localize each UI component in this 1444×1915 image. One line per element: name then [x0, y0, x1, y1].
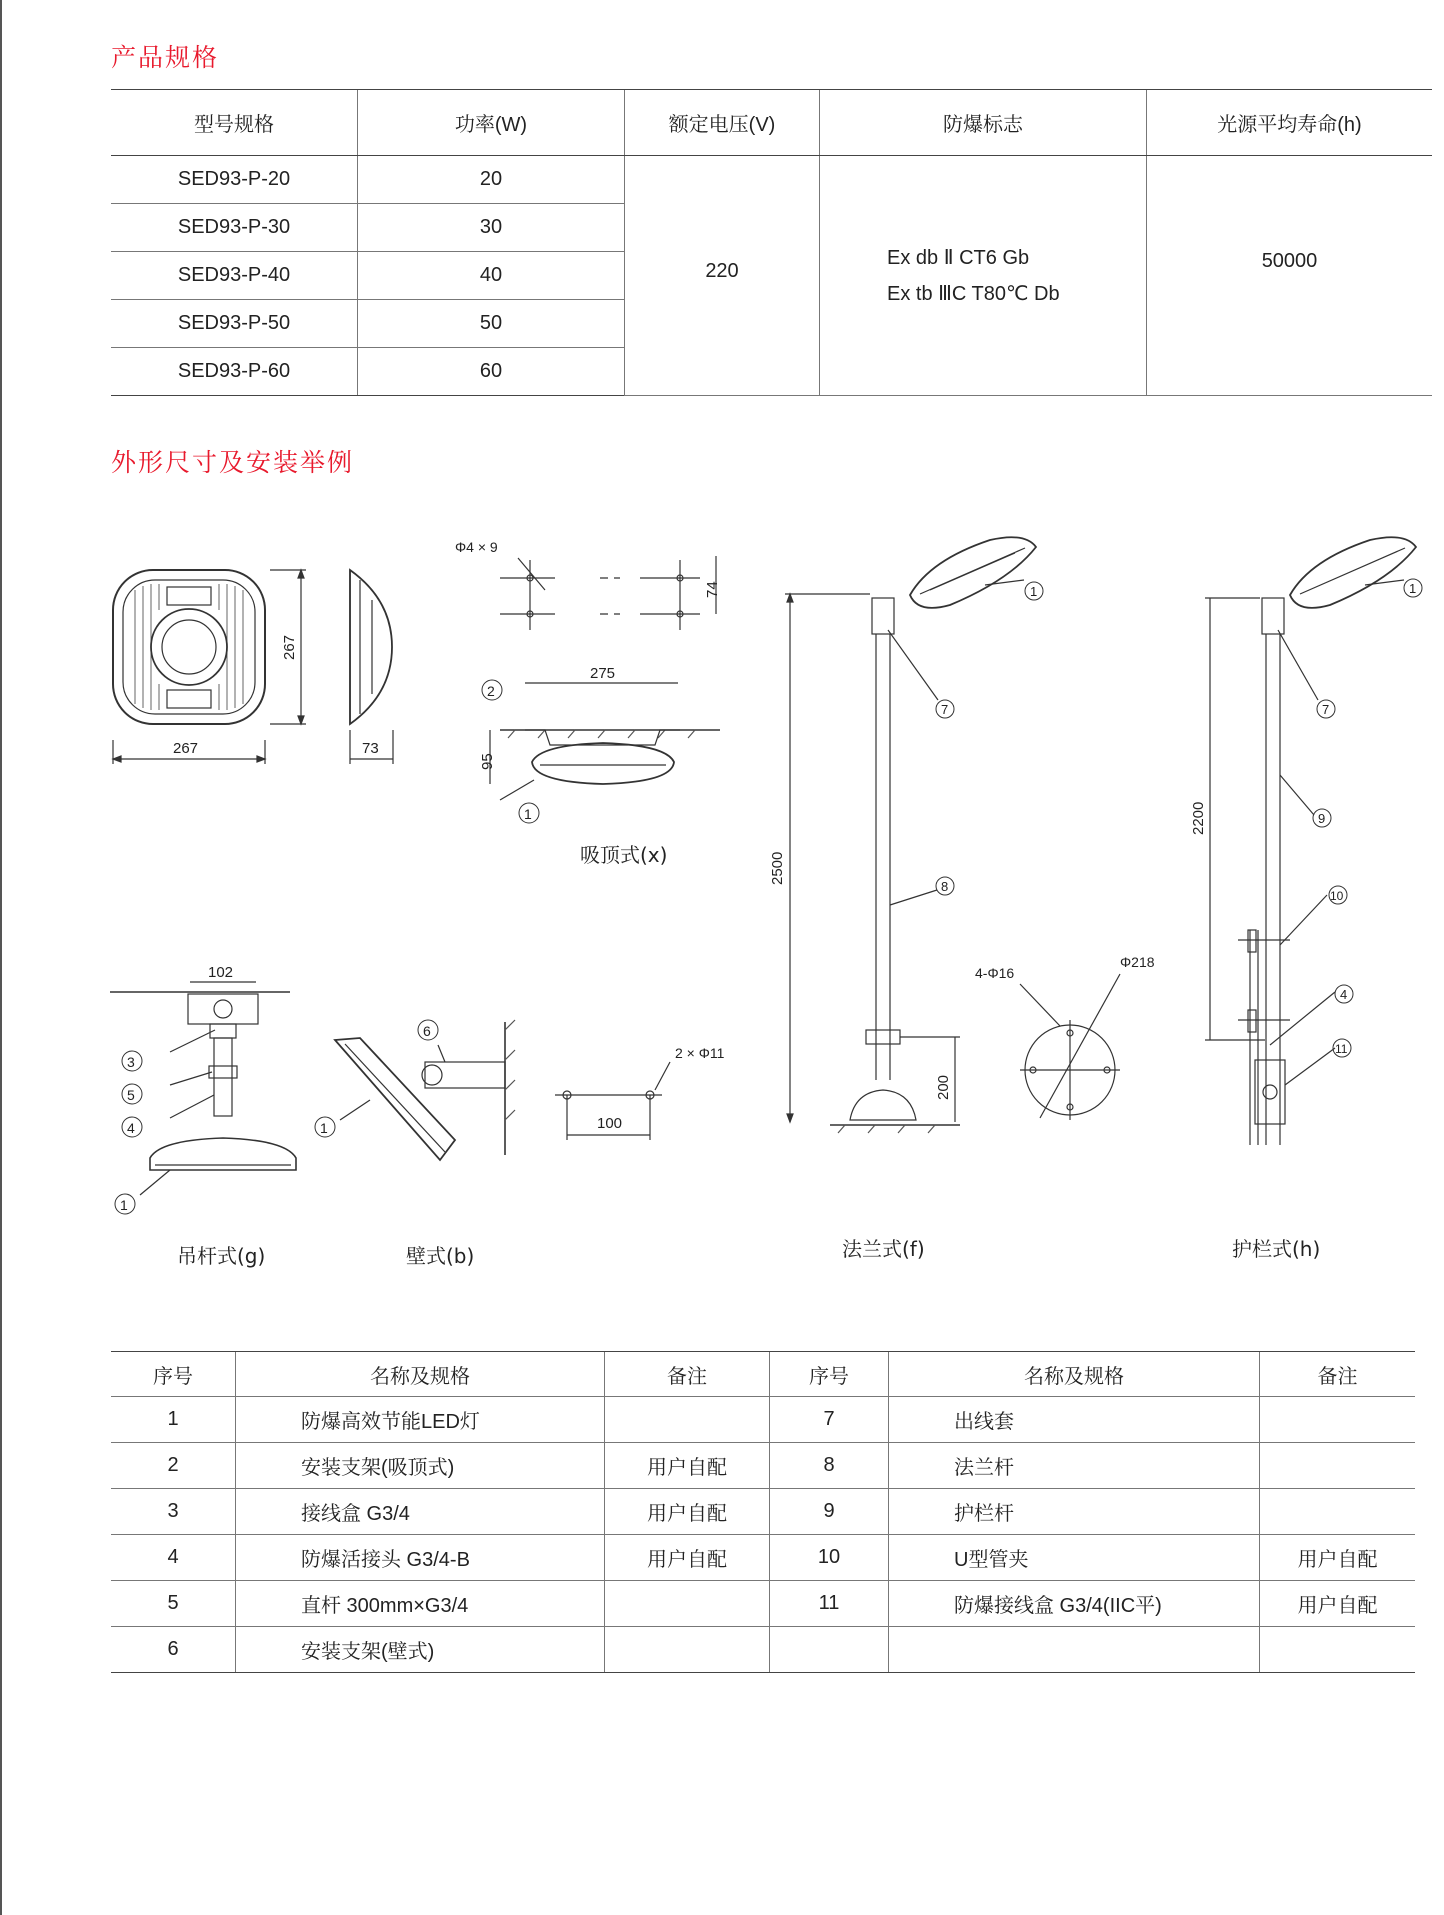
spec-header-power: 功率(W) — [358, 90, 625, 156]
callout-9: 9 — [1318, 811, 1326, 826]
part-note — [605, 1581, 770, 1627]
spec-model: SED93-P-20 — [111, 156, 358, 204]
part-no: 7 — [770, 1397, 889, 1443]
lamp-front-view — [113, 570, 265, 724]
spec-section-title: 产品规格 — [111, 43, 220, 72]
parts-header-name: 名称及规格 — [236, 1352, 605, 1397]
spec-model: SED93-P-30 — [111, 204, 358, 252]
spec-life: 50000 — [1147, 156, 1433, 396]
part-name: 安装支架(壁式) — [236, 1627, 605, 1673]
parts-row — [111, 1535, 1415, 1581]
part-name: 直杆 300mm×G3/4 — [236, 1581, 605, 1627]
parts-header-no: 序号 — [770, 1352, 889, 1397]
callout-7: 7 — [941, 702, 949, 717]
parts-header-row — [111, 1352, 1415, 1397]
part-no — [770, 1627, 889, 1673]
flange-pole-view — [769, 537, 1036, 1133]
part-name: 接线盒 G3/4 — [236, 1489, 605, 1535]
callout-5: 5 — [127, 1087, 135, 1103]
part-name: 防爆接线盒 G3/4(IIC平) — [889, 1581, 1260, 1627]
part-no: 11 — [770, 1581, 889, 1627]
parts-header-no: 序号 — [111, 1352, 236, 1397]
spec-model: SED93-P-50 — [111, 300, 358, 348]
part-name: U型管夹 — [889, 1535, 1260, 1581]
parts-row — [111, 1397, 1415, 1443]
part-name: 护栏杆 — [889, 1489, 1260, 1535]
spec-power: 50 — [358, 300, 625, 348]
part-no: 9 — [770, 1489, 889, 1535]
caption-pendant: 吊杆式(g) — [177, 1244, 266, 1268]
part-name — [889, 1627, 1260, 1673]
caption-flange: 法兰式(f) — [842, 1237, 925, 1261]
install-section-title: 外形尺寸及安装举例 — [111, 448, 355, 477]
flange-plate-view — [975, 954, 1155, 1120]
part-note: 用户自配 — [1260, 1535, 1416, 1581]
spec-voltage: 220 — [625, 156, 820, 396]
dim-73 — [350, 730, 393, 764]
callouts — [115, 579, 1422, 1214]
spec-header-life: 光源平均寿命(h) — [1147, 90, 1433, 156]
ceiling-hole-pattern — [455, 539, 721, 630]
parts-row — [111, 1443, 1415, 1489]
part-note — [1260, 1627, 1416, 1673]
callout-10: 10 — [1330, 889, 1344, 903]
lamp-side-view — [350, 570, 392, 724]
part-no: 1 — [111, 1397, 236, 1443]
callout-1: 1 — [524, 806, 532, 822]
part-note: 用户自配 — [605, 1443, 770, 1489]
spec-header-model: 型号规格 — [111, 90, 358, 156]
dim-hole-label: Φ4 × 9 — [455, 539, 498, 555]
part-note — [605, 1627, 770, 1673]
part-name: 出线套 — [889, 1397, 1260, 1443]
part-no: 8 — [770, 1443, 889, 1489]
wall-hole-pattern — [555, 1045, 725, 1140]
dim-100-label: 100 — [597, 1115, 623, 1132]
dim-218-label: Φ218 — [1120, 954, 1155, 970]
part-note — [605, 1397, 770, 1443]
caption-wall: 壁式(b) — [406, 1244, 475, 1268]
dim-200-label: 200 — [935, 1074, 952, 1100]
dim-73-label: 73 — [362, 740, 379, 757]
caption-rail: 护栏式(h) — [1232, 1237, 1321, 1261]
spec-power: 60 — [358, 348, 625, 396]
parts-table — [111, 1351, 1415, 1673]
part-no: 5 — [111, 1581, 236, 1627]
callout-1: 1 — [1409, 581, 1417, 596]
part-name: 防爆高效节能LED灯 — [236, 1397, 605, 1443]
callout-11: 11 — [1335, 1042, 1348, 1056]
wall-mount-view — [335, 1020, 515, 1160]
callout-7: 7 — [1322, 702, 1330, 717]
callout-1: 1 — [1030, 584, 1038, 599]
callout-6: 6 — [423, 1023, 431, 1039]
parts-header-name: 名称及规格 — [889, 1352, 1260, 1397]
part-no: 6 — [111, 1627, 236, 1673]
part-name: 安装支架(吸顶式) — [236, 1443, 605, 1489]
part-note: 用户自配 — [1260, 1581, 1416, 1627]
part-name: 防爆活接头 G3/4-B — [236, 1535, 605, 1581]
spec-header-voltage: 额定电压(V) — [625, 90, 820, 156]
part-note: 用户自配 — [605, 1489, 770, 1535]
parts-row — [111, 1627, 1415, 1673]
ceiling-mount-view — [479, 665, 720, 800]
spec-model: SED93-P-60 — [111, 348, 358, 396]
dim-102-label: 102 — [208, 964, 234, 981]
dim-267-h-label: 267 — [281, 634, 298, 660]
dim-74-label: 74 — [704, 581, 721, 598]
dim-holes4-label: 4-Φ16 — [975, 965, 1015, 981]
dim-95-label: 95 — [479, 753, 496, 770]
callout-1: 1 — [120, 1197, 128, 1213]
callout-1: 1 — [320, 1120, 328, 1136]
spec-power: 40 — [358, 252, 625, 300]
spec-ex-mark-dust: Ex tb ⅢC T80℃ Db — [887, 282, 1060, 305]
guardrail-pole-view — [1190, 537, 1416, 1145]
dim-275-label: 275 — [590, 665, 616, 682]
callout-8: 8 — [941, 879, 949, 894]
dim-2500-label: 2500 — [769, 851, 786, 885]
part-note: 用户自配 — [605, 1535, 770, 1581]
part-note — [1260, 1489, 1416, 1535]
callout-4: 4 — [1340, 987, 1348, 1002]
callout-4: 4 — [127, 1120, 135, 1136]
part-no: 2 — [111, 1443, 236, 1489]
part-no: 4 — [111, 1535, 236, 1581]
parts-row — [111, 1581, 1415, 1627]
parts-header-note: 备注 — [605, 1352, 770, 1397]
spec-header-ex: 防爆标志 — [820, 90, 1147, 156]
part-note — [1260, 1443, 1416, 1489]
caption-ceiling: 吸顶式(x) — [580, 843, 668, 867]
spec-power: 30 — [358, 204, 625, 252]
dim-267-w-label: 267 — [173, 740, 199, 757]
part-name: 法兰杆 — [889, 1443, 1260, 1489]
dim-267-width — [113, 740, 265, 764]
callout-3: 3 — [127, 1054, 135, 1070]
parts-row — [111, 1489, 1415, 1535]
spec-power: 20 — [358, 156, 625, 204]
callout-2: 2 — [487, 683, 495, 699]
dim-267-height — [270, 570, 306, 724]
pendant-mount-view — [110, 964, 296, 1195]
dim-holes2-label: 2 × Φ11 — [675, 1045, 725, 1061]
spec-model: SED93-P-40 — [111, 252, 358, 300]
spec-ex-mark-gas: Ex db Ⅱ CT6 Gb — [887, 246, 1030, 269]
dim-2200-label: 2200 — [1190, 801, 1207, 835]
part-no: 10 — [770, 1535, 889, 1581]
part-no: 3 — [111, 1489, 236, 1535]
part-note — [1260, 1397, 1416, 1443]
parts-header-note: 备注 — [1260, 1352, 1416, 1397]
